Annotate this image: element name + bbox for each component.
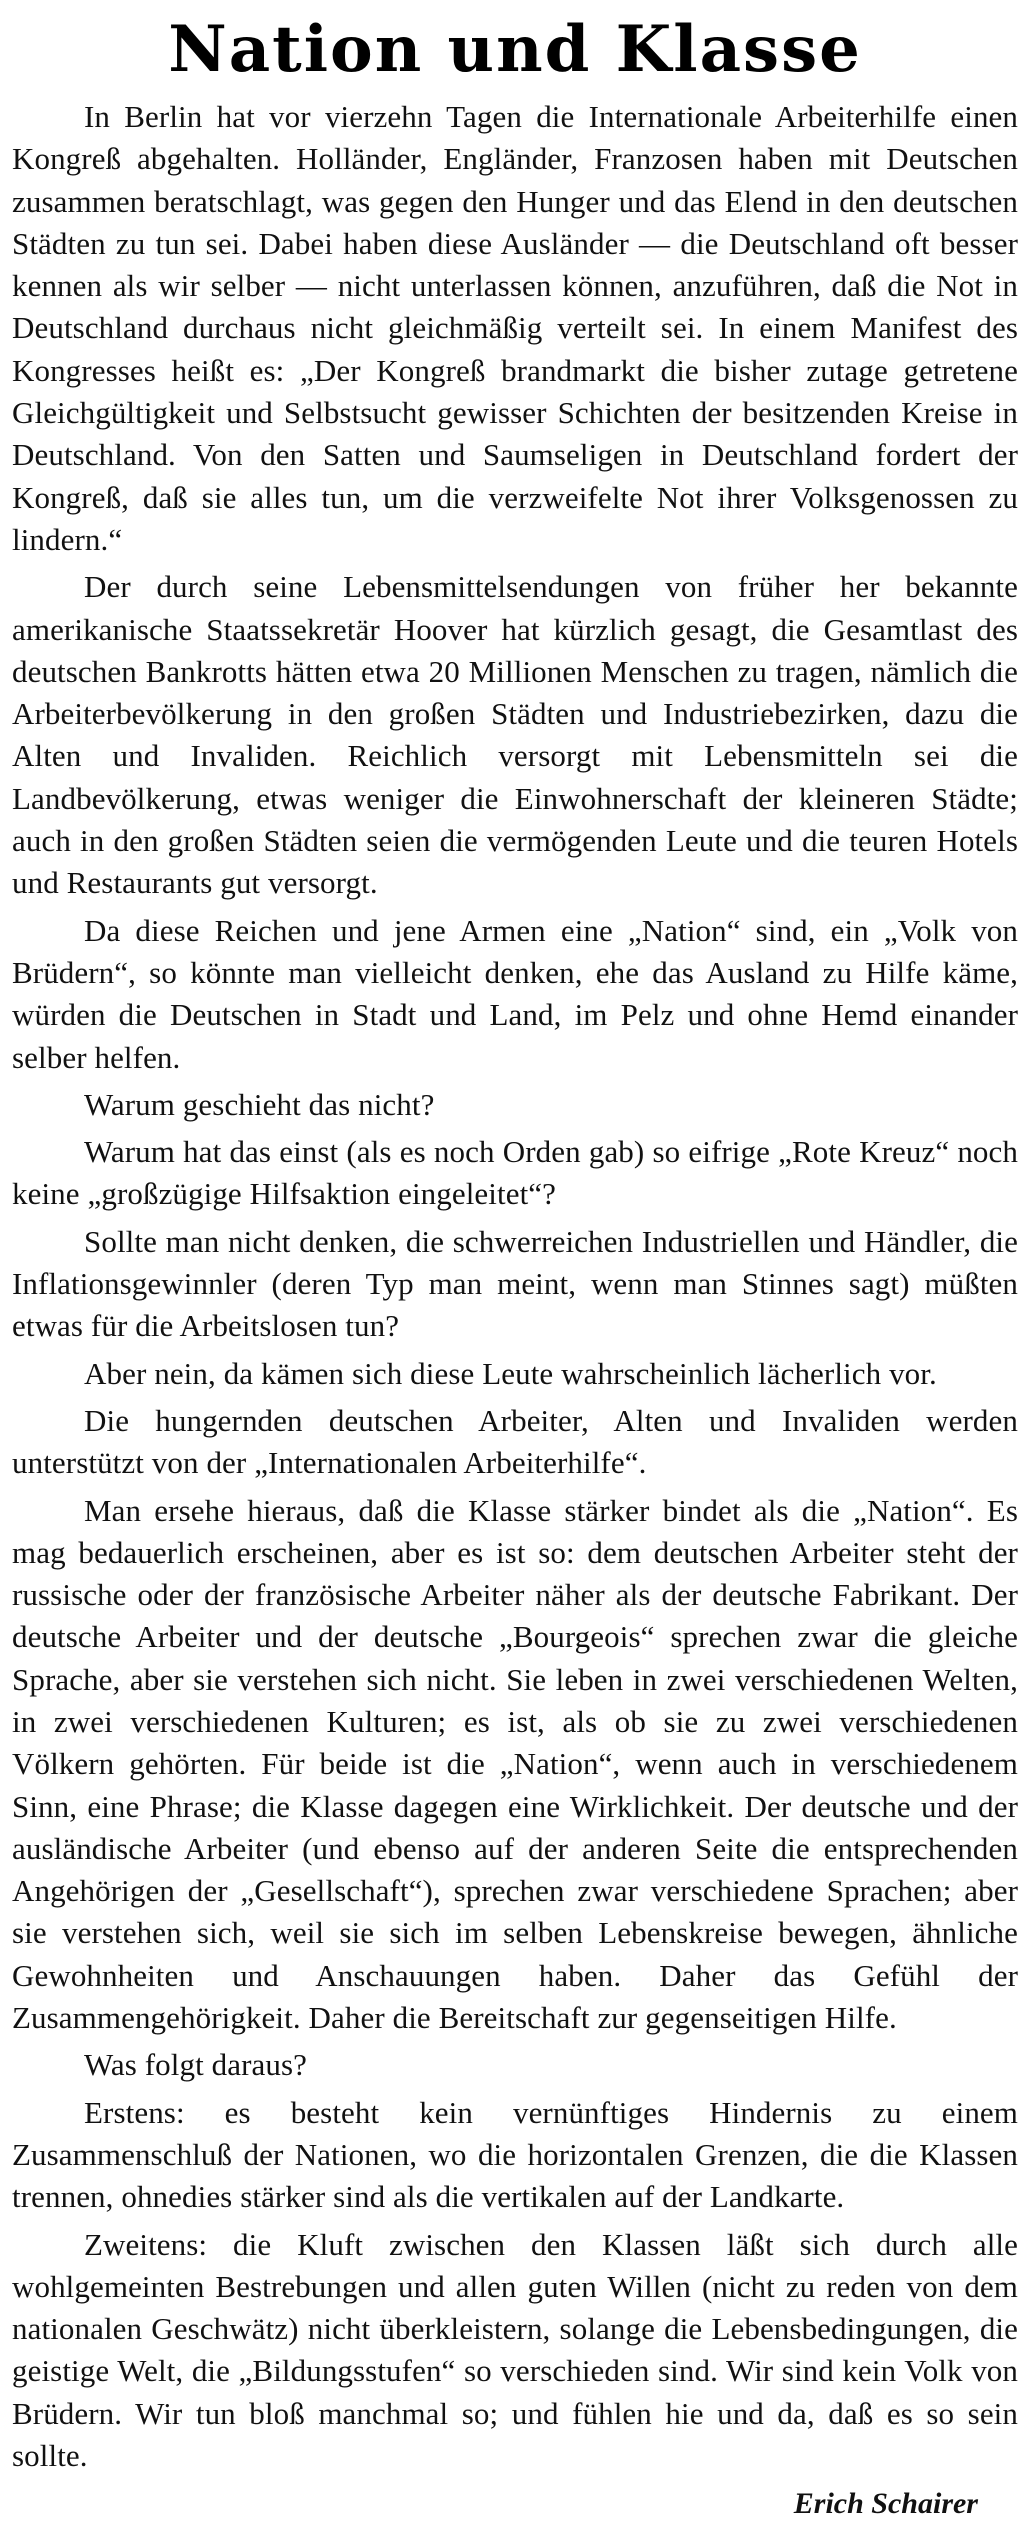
- paragraph-7: Aber nein, da kämen sich diese Leute wahrscheinlich lächerlich vor.: [84, 1355, 937, 1391]
- paragraph-8: Die hungernden deutschen Arbeiter, Alten und Invaliden werden unterstützt von der „Internationalen Arbeiterhilfe“.: [12, 1402, 1018, 1481]
- author-signature: Erich Schairer: [793, 2487, 978, 2521]
- article-title: Nation und Klasse: [168, 12, 862, 87]
- paragraph-4: Warum geschieht das nicht?: [84, 1086, 435, 1122]
- paragraph-2: Der durch seine Lebensmittelsendungen von früher her bekannte amerikanische Staatssekretär Hoover hat kürzlich gesagt, die Gesamtlast des deutschen Bankrotts hätten etwa 20 Millionen Menschen zu tragen, nämlich die Arbeiterbevölkerung in den großen Städten und Industriebezirken, dazu die Alten und Invaliden. Reichlich versorgt mit Lebensmitteln sei die Landbevölkerung, etwas weniger die Einwohnerschaft der kleineren Städte; auch in den großen Städten seien die vermögenden Leute und die teuren Hotels und Restaurants gut versorgt.: [12, 569, 1018, 901]
- paragraph-3: Da diese Reichen und jene Armen eine „Nation“ sind, ein „Volk von Brüdern“, so könnte man vielleicht denken, ehe das Ausland zu Hilfe käme, würden die Deutschen in Stadt und Land, im Pelz und ohne Hemd einander selber helfen.: [12, 912, 1018, 1075]
- paragraph-6: Sollte man nicht denken, die schwerreichen Industriellen und Händler, die Inflationsgewinnler (deren Typ man meint, wenn man Stinnes sagt) müßten etwas für die Arbeitslosen tun?: [12, 1223, 1018, 1344]
- paragraph-9: Man ersehe hieraus, daß die Klasse stärker bindet als die „Nation“. Es mag bedauerlich erscheinen, aber es ist so: dem deutschen Arbeiter steht der russische oder der französische Arbeiter näher als der deutsche Fabrikant. Der deutsche Arbeiter und der deutsche „Bourgeois“ sprechen zwar die gleiche Sprache, aber sie verstehen sich nicht. Sie leben in zwei verschiedenen Welten, in zwei verschiedenen Kulturen; es ist, als ob sie zu zwei verschiedenen Völkern gehörten. Für beide ist die „Nation“, wenn auch in verschiedenem Sinn, eine Phrase; die Klasse dagegen eine Wirklichkeit. Der deutsche und der ausländische Arbeiter (und ebenso auf der anderen Seite die entsprechenden Angehörigen der „Gesellschaft“), sprechen zwar verschiedene Sprachen; aber sie verstehen sich, weil sie sich im selben Lebenskreise bewegen, ähnliche Gewohnheiten und Anschauungen haben. Daher das Gefühl der Zusammengehörigkeit. Daher die Bereitschaft zur gegenseitigen Hilfe.: [12, 1492, 1018, 2036]
- paragraph-11: Erstens: es besteht kein vernünftiges Hindernis zu einem Zusammenschluß der Nationen, wo die horizontalen Grenzen, die die Klassen trennen, ohnedies stärker sind als die vertikalen auf der Landkarte.: [12, 2094, 1018, 2215]
- paragraph-12: Zweitens: die Kluft zwischen den Klassen läßt sich durch alle wohlgemeinten Bestrebungen und allen guten Willen (nicht zu reden von dem nationalen Geschwätz) nicht überkleistern, solange die Lebensbedingungen, die geistige Welt, die „Bildungsstufen“ so verschieden sind. Wir sind kein Volk von Brüdern. Wir tun bloß manchmal so; und fühlen hie und da, daß es so sein sollte.: [12, 2226, 1018, 2474]
- article-body: [12, 96, 1018, 2477]
- paragraph-5: Warum hat das einst (als es noch Orden gab) so eifrige „Rote Kreuz“ noch keine „großzügige Hilfsaktion eingeleitet“?: [12, 1134, 1018, 1212]
- paragraph-1: In Berlin hat vor vierzehn Tagen die Internationale Arbeiterhilfe einen Kongreß abgehalten. Holländer, Engländer, Franzosen haben mit Deutschen zusammen beratschlagt, was gegen den Hunger und das Elend in den deutschen Städten zu tun sei. Dabei haben diese Ausländer — die Deutschland oft besser kennen als wir selber — nicht unterlassen können, anzuführen, daß die Not in Deutschland durchaus nicht gleichmäßig verteilt sei. In einem Manifest des Kongresses heißt es: „Der Kongreß brandmarkt die bisher zutage getretene Gleichgültigkeit und Selbstsucht gewisser Schichten der besitzenden Kreise in Deutschland. Von den Satten und Saumseligen in Deutschland fordert der Kongreß, daß sie alles tun, um die verzweifelte Not ihrer Volksgenossen zu lindern.“: [12, 99, 1018, 557]
- paragraph-10: Was folgt daraus?: [84, 2047, 308, 2083]
